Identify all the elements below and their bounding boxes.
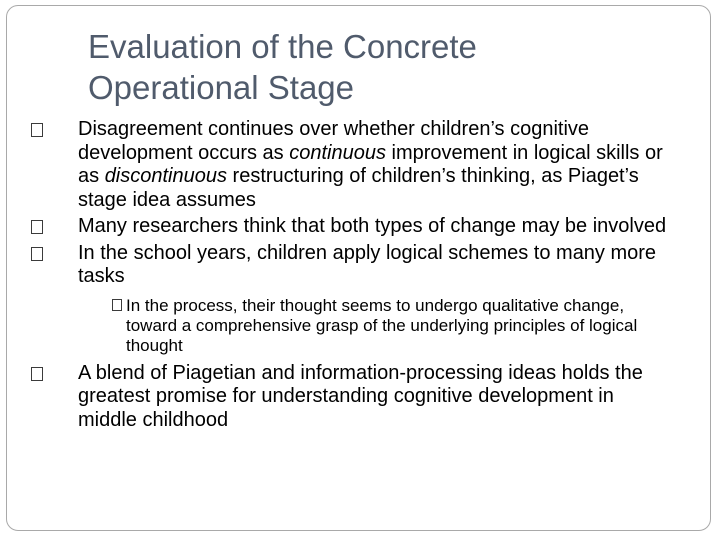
bullet-item — [31, 362, 671, 433]
title-line-2: Operational Stage — [88, 69, 355, 106]
title-line-1: Evaluation of the Concrete — [88, 28, 477, 65]
sub-bullet-text: In the process, their thought seems to undergo qualitative change, toward a comprehensive grasp of the underlying principles of logical thought — [126, 295, 638, 355]
bullet-item — [31, 118, 671, 212]
hollow-square-bullet-icon — [112, 299, 122, 311]
hollow-square-bullet-icon — [31, 367, 43, 381]
bullet-text-emphasis: continuous — [289, 141, 386, 164]
bullet-text-segment: restructuring of children’s thinking, as Piaget’s stage idea assumes — [78, 165, 639, 211]
hollow-square-bullet-icon — [31, 247, 43, 261]
hollow-square-bullet-icon — [31, 123, 43, 137]
hollow-square-bullet-icon — [31, 220, 43, 234]
bullet-text: A blend of Piagetian and information-processing ideas holds the greatest promise for understanding cognitive development in middle childhood — [78, 361, 643, 431]
bullet-item — [31, 215, 671, 239]
bullet-list — [31, 118, 671, 432]
bullet-text: Many researchers think that both types of change may be involved — [78, 215, 667, 237]
bullet-text-segment: improvement in logical skills or as — [78, 141, 663, 187]
bullet-text: In the school years, children apply logical schemes to many more tasks — [78, 241, 657, 287]
bullet-text-segment: Disagreement continues over whether children’s cognitive development occurs as — [78, 118, 590, 164]
slide-title — [88, 26, 477, 108]
bullet-text-emphasis: discontinuous — [104, 165, 227, 187]
bullet-item — [31, 242, 671, 289]
sub-bullet-item — [31, 296, 671, 356]
